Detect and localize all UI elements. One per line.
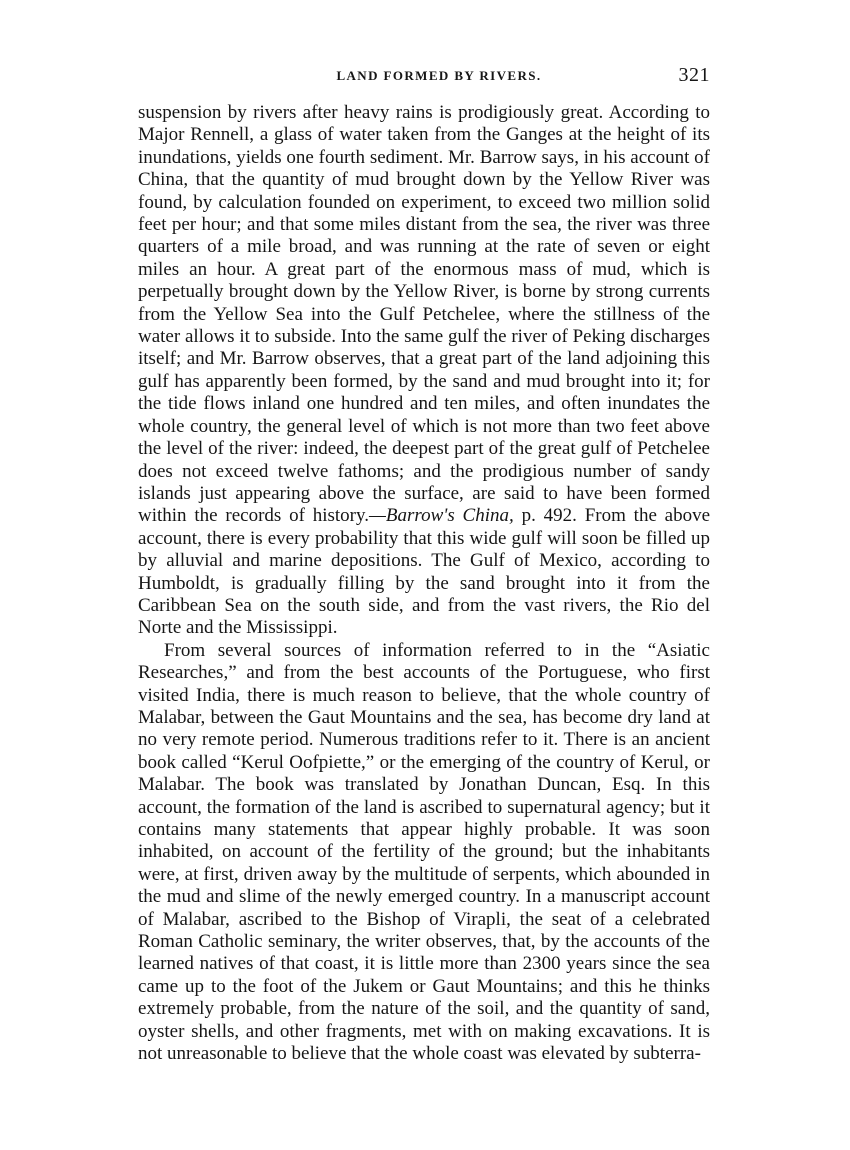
page-number: 321	[678, 64, 710, 86]
citation-title: China,	[462, 505, 514, 527]
paragraph-1-text: suspension by rivers after heavy rains is prodigiously great. According to Major Rennell, a glass of water taken from the Ganges at the height of its inundations, yields one fourth sediment. Mr. Barrow says, in his account of China, that the quantity of mud brought down by the Yellow River was found, by calculation founded on experiment, to exceed two million solid feet per hour; and that some miles distant from the sea, the river was three quarters of a mile broad, and was running at the rate of seven or eight miles an hour. A great part of the enormous mass of mud, which is perpetually brought down by the Yellow River, is borne by strong currents from the Yellow Sea into the Gulf Petchelee, where the stillness of the water allows it to subside. Into the same gulf the river of Peking discharges itself; and Mr. Barrow observes, that a great part of the land adjoining this gulf has apparently been formed, by the sand and mud brought into it; for the tide flows inland one hundred and ten miles, and often inundates the whole country, the general level of which is not more than two feet above the level of the river: indeed, the deepest part of the great gulf of Petchelee does not exceed twelve fathoms; and the prodigious number of sandy islands just appearing above the surface, are said to have been formed within the records of history.	[138, 102, 710, 527]
citation-page: p. 492.	[521, 505, 577, 527]
body-text	[138, 102, 710, 1065]
running-title: LAND FORMED BY RIVERS.	[336, 68, 542, 83]
paragraph-1	[138, 102, 710, 640]
paragraph-1-continuation: From the above account, there is every probability that this wide gulf will soon be filled up by alluvial and marine depositions. The Gulf of Mexico, according to Humboldt, is gradually filling by the sand brought into it from the Caribbean Sea on the south side, and from the vast rivers, the Rio del Norte and the Mississippi.	[138, 505, 711, 639]
paragraph-2: From several sources of information referred to in the “Asiatic Researches,” and from the best accounts of the Portuguese, who first visited India, there is much reason to believe, that the whole country of Malabar, between the Gaut Mountains and the sea, has become dry land at no very remote period. Numerous traditions refer to it. There is an ancient book called “Kerul Oofpiette,” or the emerging of the country of Kerul, or Malabar. The book was translated by Jonathan Duncan, Esq. In this account, the formation of the land is ascribed to supernatural agency; but it contains many statements that appear highly probable. It was soon inhabited, on account of the fertility of the ground; but the inhabitants were, at first, driven away by the multitude of serpents, which abounded in the mud and slime of the newly emerged country. In a manuscript account of Malabar, ascribed to the Bishop of Virapli, the seat of a celebrated Roman Catholic seminary, the writer observes, that, by the accounts of the learned natives of that coast, it is little more than 2300 years since the sea came up to the foot of the Jukem or Gaut Mountains; and this he thinks extremely probable, from the nature of the soil, and the quantity of sand, oyster shells, and other fragments, met with on making excavations. It is not unreasonable to believe that the whole coast was elevated by subterra-	[138, 639, 710, 1065]
running-head	[138, 66, 710, 90]
citation-author: —Barrow's	[369, 505, 455, 527]
